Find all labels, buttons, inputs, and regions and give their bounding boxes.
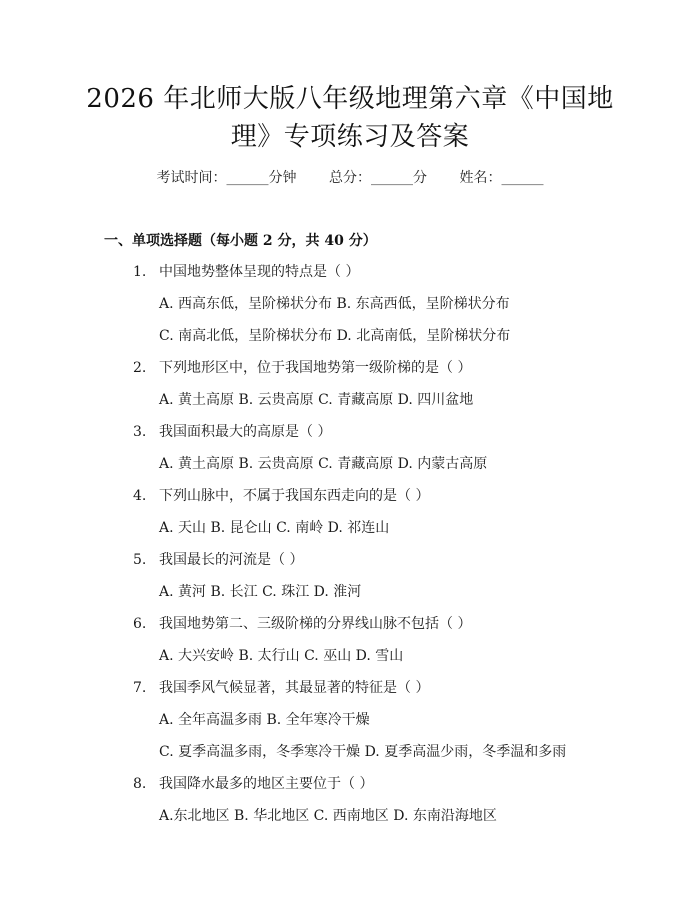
question-number: 3.: [133, 424, 147, 440]
question-8-options: A.东北地区 B. 华北地区 C. 西南地区 D. 东南沿海地区: [159, 808, 497, 824]
question-6-options: A. 大兴安岭 B. 太行山 C. 巫山 D. 雪山: [159, 648, 404, 664]
question-text: 中国地势整体呈现的特点是（ ）: [159, 264, 360, 280]
exam-meta: [0, 168, 700, 188]
section-heading-single-choice: 一、单项选择题（每小题 2 分，共 40 分）: [104, 233, 377, 249]
question-text: 我国地势第二、三级阶梯的分界线山脉不包括（ ）: [159, 616, 472, 632]
question-5: [133, 550, 303, 570]
question-4: [133, 486, 429, 506]
question-7-options-1: A. 全年高温多雨 B. 全年寒冷干燥: [159, 712, 370, 728]
question-7-options-2: C. 夏季高温多雨，冬季寒冷干燥 D. 夏季高温少雨，冬季温和多雨: [159, 744, 567, 760]
question-3: [133, 422, 331, 442]
question-number: 2.: [133, 360, 147, 376]
question-1-options-1: A. 西高东低，呈阶梯状分布 B. 东高西低，呈阶梯状分布: [159, 296, 510, 312]
question-text: 下列地形区中，位于我国地势第一级阶梯的是（ ）: [159, 360, 472, 376]
question-text: 下列山脉中，不属于我国东西走向的是（ ）: [159, 488, 430, 504]
question-8: [133, 774, 373, 794]
question-7: [133, 678, 429, 698]
exam-time-field: 考试时间：______分钟: [156, 170, 297, 186]
question-text: 我国面积最大的高原是（ ）: [159, 424, 332, 440]
question-2-options: A. 黄土高原 B. 云贵高原 C. 青藏高原 D. 四川盆地: [159, 392, 474, 408]
question-4-options: A. 天山 B. 昆仑山 C. 南岭 D. 祁连山: [159, 520, 390, 536]
page-title-line-2: 理》专项练习及答案: [230, 122, 470, 152]
question-number: 5.: [133, 552, 147, 568]
name-field: 姓名：______: [459, 170, 544, 186]
question-text: 我国最长的河流是（ ）: [159, 552, 304, 568]
question-2: [133, 358, 471, 378]
question-number: 6.: [133, 616, 147, 632]
question-3-options: A. 黄土高原 B. 云贵高原 C. 青藏高原 D. 内蒙古高原: [159, 456, 488, 472]
question-number: 7.: [133, 680, 147, 696]
total-score-field: 总分：______分: [329, 170, 427, 186]
question-number: 8.: [133, 776, 147, 792]
question-5-options: A. 黄河 B. 长江 C. 珠江 D. 淮河: [159, 584, 362, 600]
question-1-options-2: C. 南高北低，呈阶梯状分布 D. 北高南低，呈阶梯状分布: [159, 328, 511, 344]
question-6: [133, 614, 471, 634]
question-number: 1.: [133, 264, 147, 280]
question-text: 我国季风气候显著，其最显著的特征是（ ）: [159, 680, 430, 696]
page-title-line-1: 2026 年北师大版八年级地理第六章《中国地: [86, 84, 614, 114]
question-text: 我国降水最多的地区主要位于（ ）: [159, 776, 374, 792]
question-number: 4.: [133, 488, 147, 504]
question-1: [133, 262, 359, 282]
